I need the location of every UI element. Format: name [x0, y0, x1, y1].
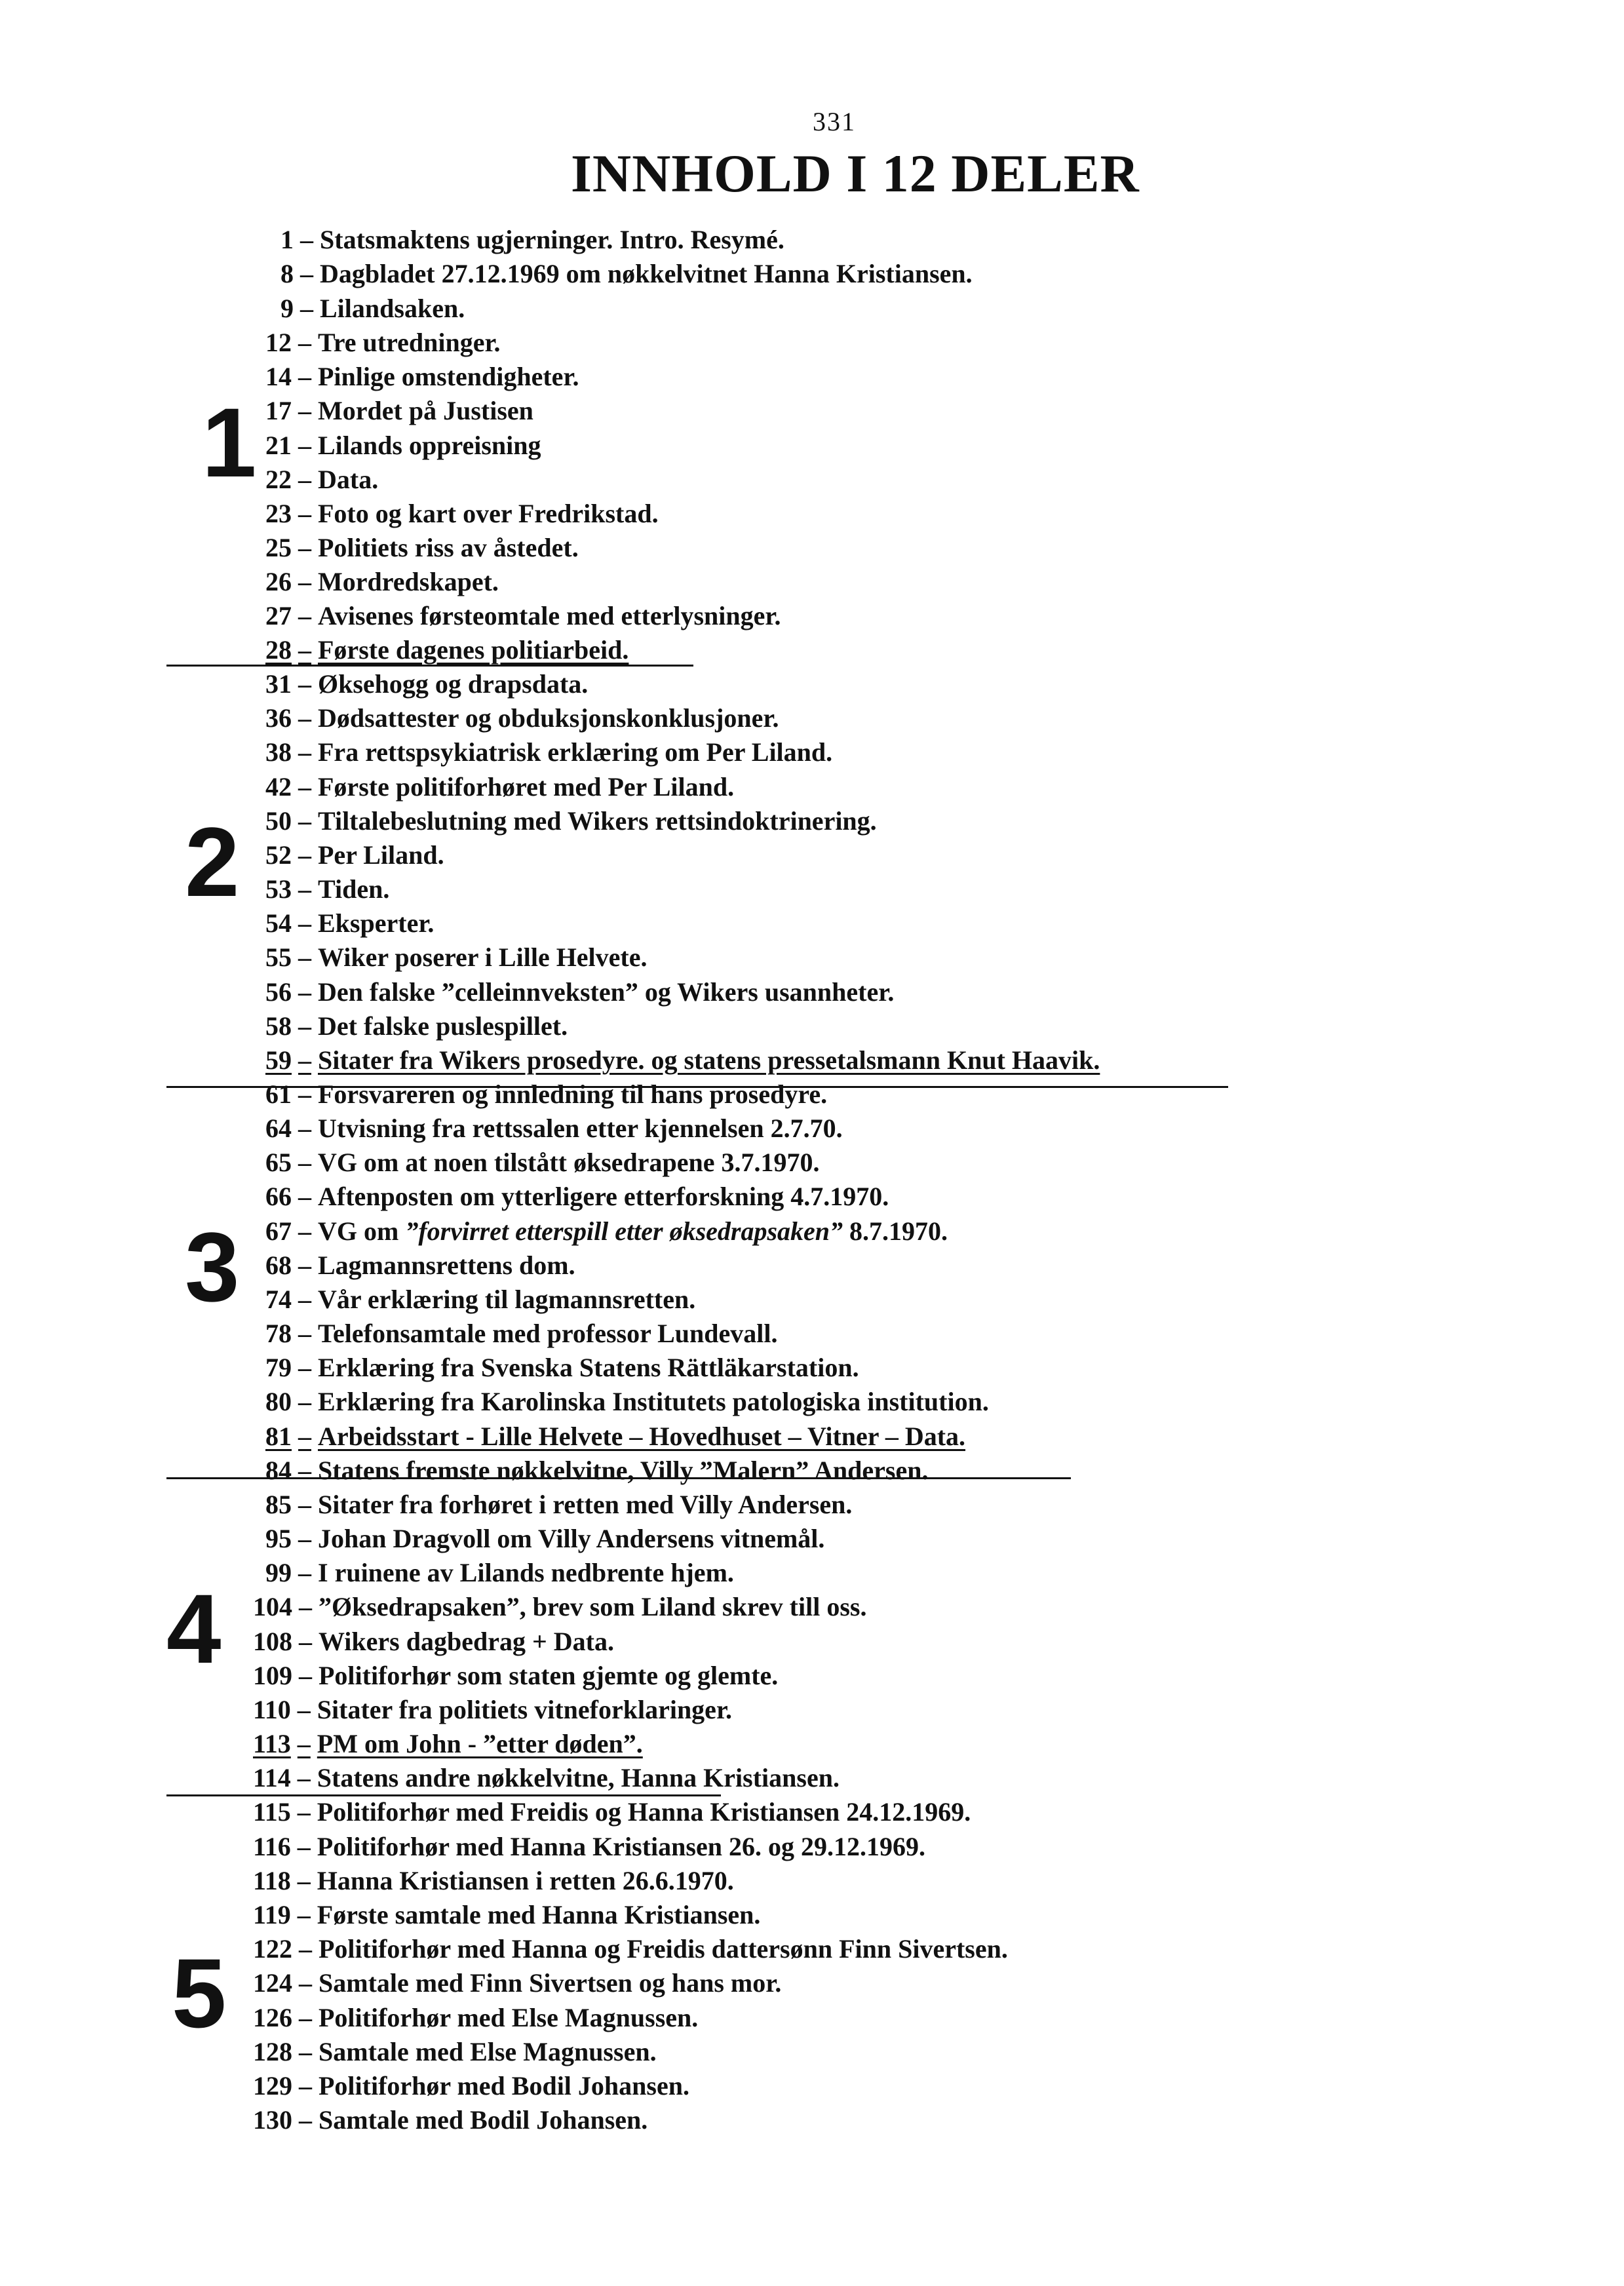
toc-entry [253, 1625, 614, 1659]
toc-entry-title: Dødsattester og obduksjonskonklusjoner. [318, 703, 779, 733]
toc-entry-separator: – [298, 499, 311, 528]
toc-entry [265, 1420, 965, 1454]
toc-entry-title: Fra rettspsykiatrisk erklæring om Per Liland. [318, 737, 833, 767]
toc-entry-separator: – [298, 567, 311, 596]
toc-entry-title: Første politiforhøret med Per Liland. [318, 772, 735, 802]
toc-entry-page: 53 [265, 874, 292, 904]
toc-entry-page: 27 [265, 601, 292, 630]
toc-entry-page: 122 [253, 1934, 292, 1964]
page-number: 331 [813, 107, 856, 136]
toc-entry-page: 12 [265, 328, 292, 357]
toc-entry-page: 8 [280, 259, 294, 288]
toc-entry-separator: – [299, 1627, 312, 1656]
toc-entry-separator: – [298, 328, 311, 357]
toc-entry-page: 130 [253, 2105, 292, 2135]
toc-entry-page: 67 [265, 1216, 292, 1246]
toc-entry-title: Første samtale med Hanna Kristiansen. [317, 1900, 761, 1929]
toc-entry-title: Politiforhør med Else Magnussen. [319, 2003, 699, 2032]
toc-entry-page: 74 [265, 1285, 292, 1314]
toc-entry-title: Johan Dragvoll om Villy Andersens vitnemål. [318, 1524, 825, 1553]
toc-entry-page: 116 [253, 1832, 291, 1861]
toc-entry-separator: – [298, 635, 311, 665]
toc-entry-separator: – [299, 1968, 312, 1998]
toc-entry-page: 104 [253, 1592, 292, 1621]
toc-entry-separator: – [298, 874, 311, 904]
toc-entry-separator: – [298, 431, 311, 460]
toc-entry-title: Sitater fra politiets vitneforklaringer. [317, 1695, 733, 1724]
toc-entry-title: Data. [318, 465, 379, 494]
toc-entry-separator: – [299, 2105, 312, 2135]
toc-entry-separator: – [298, 601, 311, 630]
toc-entry-separator: – [298, 1216, 311, 1246]
toc-entry-separator: – [298, 396, 311, 425]
toc-entry-separator: – [298, 1285, 311, 1314]
toc-entry-title: Øksehogg og drapsdata. [318, 669, 589, 699]
toc-entry-page: 124 [253, 1968, 292, 1998]
toc-entry-title: Foto og kart over Fredrikstad. [318, 499, 659, 528]
toc-entry [265, 804, 877, 838]
toc-entry-separator: – [300, 294, 313, 323]
toc-entry-separator: – [298, 533, 311, 562]
toc-entry-separator: – [298, 1045, 311, 1075]
toc-entry-title: Per Liland. [318, 840, 444, 870]
toc-entry [253, 1795, 971, 1829]
toc-entry-separator: – [298, 1011, 311, 1041]
toc-entry [265, 1283, 695, 1317]
toc-entry [265, 940, 648, 975]
toc-entry-title-suffix: 8.7.1970. [843, 1216, 948, 1246]
toc-entry [253, 1727, 643, 1761]
toc-entry-separator: – [297, 1695, 311, 1724]
toc-entry-separator: – [298, 1387, 311, 1416]
toc-entry [265, 1214, 948, 1249]
toc-entry-separator: – [300, 259, 313, 288]
toc-entry [280, 257, 973, 291]
toc-entry-separator: – [299, 2037, 312, 2066]
toc-entry [265, 838, 444, 872]
toc-entry-title: Wiker poserer i Lille Helvete. [318, 942, 648, 972]
toc-entry [265, 394, 533, 428]
toc-entry [265, 599, 781, 633]
toc-entry-page: 64 [265, 1114, 292, 1143]
toc-entry [265, 975, 894, 1009]
toc-entry-title: Aftenposten om ytterligere etterforskning 4.7.1970. [318, 1182, 889, 1211]
toc-entry-page: 36 [265, 703, 292, 733]
toc-entry [265, 1556, 734, 1590]
toc-entry-separator: – [298, 1558, 311, 1587]
toc-entry-page: 26 [265, 567, 292, 596]
toc-entry-page: 78 [265, 1319, 292, 1348]
toc-entry-separator: – [298, 1319, 311, 1348]
toc-entry-title: Samtale med Else Magnussen. [319, 2037, 657, 2066]
toc-entry-separator: – [298, 1524, 311, 1553]
toc-entry [253, 1830, 925, 1864]
toc-entry-separator: – [298, 1148, 311, 1177]
toc-entry-page: 80 [265, 1387, 292, 1416]
toc-entry-page: 17 [265, 396, 292, 425]
toc-entry-page: 50 [265, 806, 292, 836]
toc-entry-title: Det falske puslespillet. [318, 1011, 568, 1041]
toc-entry-title: Tiden. [318, 874, 390, 904]
toc-entry-separator: – [299, 1934, 312, 1964]
toc-entry-title: Politiforhør som staten gjemte og glemte. [319, 1661, 779, 1690]
toc-entry-title: Sitater fra Wikers prosedyre. og statens pressetalsmann Knut Haavik. [318, 1045, 1100, 1075]
toc-entry-title: VG om [318, 1216, 406, 1246]
toc-entry-separator: – [298, 1422, 311, 1451]
toc-entry-page: 118 [253, 1866, 291, 1895]
toc-entry-title: Mordet på Justisen [318, 396, 533, 425]
page-title: INNHOLD I 12 DELER [571, 144, 1140, 203]
toc-entry-separator: – [298, 1490, 311, 1519]
toc-entry-title: I ruinene av Lilands nedbrente hjem. [318, 1558, 734, 1587]
toc-entry-title: Avisenes førsteomtale med etterlysninger. [318, 601, 781, 630]
toc-entry-separator: – [299, 1592, 312, 1621]
toc-entry-separator: – [298, 465, 311, 494]
toc-entry [265, 1009, 568, 1043]
toc-entry [265, 1180, 889, 1214]
toc-entry [253, 2001, 698, 2035]
toc-entry-separator: – [299, 2003, 312, 2032]
toc-entry [265, 1351, 859, 1385]
toc-entry [253, 1898, 760, 1932]
toc-entry [280, 223, 784, 257]
toc-entry-page: 31 [265, 669, 292, 699]
toc-entry-separator: – [298, 362, 311, 391]
toc-entry-page: 128 [253, 2037, 292, 2066]
toc-entry-separator: – [298, 908, 311, 938]
toc-entry-separator: – [298, 977, 311, 1007]
toc-entry [265, 497, 659, 531]
toc-entry-page: 61 [265, 1079, 292, 1109]
toc-entry-title: Utvisning fra rettssalen etter kjennelsen 2.7.70. [318, 1114, 843, 1143]
toc-entry [265, 1249, 575, 1283]
toc-entry-title: Den falske ”celleinnveksten” og Wikers usannheter. [318, 977, 895, 1007]
toc-entry-title: Arbeidsstart - Lille Helvete – Hovedhuset – Vitner – Data. [318, 1422, 966, 1451]
toc-entry-title: Eksperter. [318, 908, 435, 938]
toc-entry-page: 110 [253, 1695, 291, 1724]
toc-entry [265, 463, 378, 497]
toc-entry-page: 99 [265, 1558, 292, 1587]
toc-entry-page: 109 [253, 1661, 292, 1690]
toc-entry-title: Statsmaktens ugjerninger. Intro. Resymé. [320, 225, 784, 254]
toc-entry-title: Statens andre nøkkelvitne, Hanna Kristiansen. [317, 1763, 840, 1792]
toc-entry-separator: – [298, 806, 311, 836]
toc-entry [265, 565, 499, 599]
toc-entry-page: 42 [265, 772, 292, 802]
toc-entry-title: Wikers dagbedrag + Data. [319, 1627, 614, 1656]
toc-entry [265, 1488, 852, 1522]
toc-entry-title: Vår erklæring til lagmannsretten. [318, 1285, 696, 1314]
toc-entry-title: Statens fremste nøkkelvitne, Villy ”Malern” Andersen. [318, 1456, 929, 1485]
toc-entry-title: Lilands oppreisning [318, 431, 541, 460]
toc-entry-separator: – [298, 1250, 311, 1280]
toc-entry-title: Telefonsamtale med professor Lundevall. [318, 1319, 778, 1348]
toc-entry [265, 1454, 928, 1488]
toc-entry-title: Hanna Kristiansen i retten 26.6.1970. [317, 1866, 734, 1895]
toc-entry-separator: – [297, 1729, 311, 1758]
toc-entry-page: 108 [253, 1627, 292, 1656]
toc-entry-separator: – [298, 1182, 311, 1211]
toc-entry [253, 1864, 734, 1898]
toc-entry-title: Dagbladet 27.12.1969 om nøkkelvitnet Hanna Kristiansen. [320, 259, 973, 288]
toc-entry-page: 129 [253, 2071, 292, 2101]
toc-entry-separator: – [299, 2071, 312, 2101]
toc-entry [253, 2103, 648, 2137]
toc-entry-page: 95 [265, 1524, 292, 1553]
section-number-4: 4 [166, 1574, 222, 1684]
toc-entry-page: 54 [265, 908, 292, 938]
toc-entry-page: 126 [253, 2003, 292, 2032]
toc-entry-page: 66 [265, 1182, 292, 1211]
toc-entry-page: 14 [265, 362, 292, 391]
toc-entry [253, 2069, 689, 2103]
toc-entry [253, 1932, 1008, 1966]
toc-entry [265, 1385, 989, 1419]
toc-entry [265, 667, 588, 701]
toc-entry-title: Sitater fra forhøret i retten med Villy Andersen. [318, 1490, 853, 1519]
toc-entry-title: Mordredskapet. [318, 567, 499, 596]
toc-entry-separator: – [298, 1456, 311, 1485]
section-number-5: 5 [172, 1938, 227, 2048]
section-number-2: 2 [185, 807, 240, 917]
toc-entry-page: 22 [265, 465, 292, 494]
toc-entry-separator: – [298, 840, 311, 870]
toc-entry-page: 113 [253, 1729, 291, 1758]
toc-entry-page: 1 [280, 225, 294, 254]
toc-entry-separator: – [297, 1832, 311, 1861]
toc-entry-page: 56 [265, 977, 292, 1007]
toc-entry-title-italic: ”forvirret etterspill etter øksedrapsaken” [405, 1216, 843, 1246]
toc-entry [265, 1077, 827, 1112]
toc-entry-separator: – [298, 669, 311, 699]
toc-entry-page: 84 [265, 1456, 292, 1485]
toc-entry [265, 429, 541, 463]
toc-entry-title: Pinlige omstendigheter. [318, 362, 579, 391]
toc-entry-title: Samtale med Finn Sivertsen og hans mor. [319, 1968, 782, 1998]
toc-entry [265, 531, 579, 565]
toc-entry-title: Tre utredninger. [318, 328, 501, 357]
toc-entry-page: 52 [265, 840, 292, 870]
toc-entry-separator: – [297, 1900, 311, 1929]
toc-entry-separator: – [300, 225, 313, 254]
toc-entry-title: Lilandsaken. [320, 294, 465, 323]
toc-entry-title: Politiforhør med Hanna og Freidis dattersønn Finn Sivertsen. [319, 1934, 1008, 1964]
toc-entry-separator: – [298, 1353, 311, 1382]
toc-entry-title: Tiltalebeslutning med Wikers rettsindoktrinering. [318, 806, 877, 836]
toc-entry-title: Politiets riss av åstedet. [318, 533, 579, 562]
toc-entry [265, 1522, 824, 1556]
section-number-1: 1 [202, 387, 257, 497]
toc-entry [280, 292, 465, 326]
toc-entry-title: Erklæring fra Svenska Statens Rättläkarstation. [318, 1353, 859, 1382]
toc-entry-title: Første dagenes politiarbeid. [318, 635, 629, 665]
toc-entry-title: VG om at noen tilstått øksedrapene 3.7.1970. [318, 1148, 820, 1177]
toc-entry-title: Politiforhør med Freidis og Hanna Kristiansen 24.12.1969. [317, 1797, 971, 1827]
toc-entry-page: 85 [265, 1490, 292, 1519]
toc-entry-page: 28 [265, 635, 292, 665]
toc-entry-title: Samtale med Bodil Johansen. [319, 2105, 648, 2135]
toc-entry-page: 9 [280, 294, 294, 323]
toc-entry-page: 55 [265, 942, 292, 972]
toc-entry [265, 701, 779, 735]
toc-entry-separator: – [298, 772, 311, 802]
toc-entry-page: 81 [265, 1422, 292, 1451]
toc-entry [253, 1761, 840, 1795]
toc-entry-separator: – [298, 942, 311, 972]
toc-entry-page: 68 [265, 1250, 292, 1280]
toc-entry [265, 872, 389, 906]
toc-entry-title: Erklæring fra Karolinska Institutets patologiska institution. [318, 1387, 989, 1416]
toc-entry-page: 58 [265, 1011, 292, 1041]
toc-entry-separator: – [297, 1763, 311, 1792]
toc-entry-page: 25 [265, 533, 292, 562]
toc-entry-page: 79 [265, 1353, 292, 1382]
toc-entry-title: Politiforhør med Bodil Johansen. [319, 2071, 689, 2101]
toc-entry [265, 326, 501, 360]
toc-entry [265, 1043, 1100, 1077]
toc-entry-page: 119 [253, 1900, 291, 1929]
toc-entry-title: Lagmannsrettens dom. [318, 1250, 575, 1280]
toc-entry-separator: – [298, 737, 311, 767]
toc-entry-page: 21 [265, 431, 292, 460]
toc-entry-separator: – [299, 1661, 312, 1690]
toc-entry [253, 2035, 657, 2069]
toc-entry-title: ”Øksedrapsaken”, brev som Liland skrev till oss. [319, 1592, 867, 1621]
toc-entry [253, 1590, 866, 1624]
toc-entry [265, 906, 434, 940]
toc-entry [265, 770, 734, 804]
toc-entry [265, 1317, 778, 1351]
toc-entry-separator: – [298, 703, 311, 733]
toc-entry-title: Forsvareren og innledning til hans prosedyre. [318, 1079, 828, 1109]
toc-entry [265, 633, 628, 667]
toc-entry-page: 115 [253, 1797, 291, 1827]
toc-entry [253, 1966, 781, 2000]
toc-entry-title: Politiforhør med Hanna Kristiansen 26. og 29.12.1969. [317, 1832, 925, 1861]
toc-entry-page: 65 [265, 1148, 292, 1177]
toc-entry [253, 1659, 778, 1693]
toc-entry [265, 735, 832, 769]
toc-entry-page: 38 [265, 737, 292, 767]
toc-entry-page: 114 [253, 1763, 291, 1792]
section-number-3: 3 [185, 1212, 240, 1322]
toc-entry-page: 59 [265, 1045, 292, 1075]
toc-entry [265, 360, 579, 394]
toc-entry [265, 1146, 820, 1180]
toc-entry-separator: – [297, 1797, 311, 1827]
toc-entry-separator: – [298, 1079, 311, 1109]
toc-entry-title: PM om John - ”etter døden”. [317, 1729, 643, 1758]
toc-entry-separator: – [298, 1114, 311, 1143]
toc-entry-page: 23 [265, 499, 292, 528]
toc-entry-separator: – [297, 1866, 311, 1895]
toc-entry [253, 1693, 732, 1727]
toc-entry [265, 1112, 843, 1146]
